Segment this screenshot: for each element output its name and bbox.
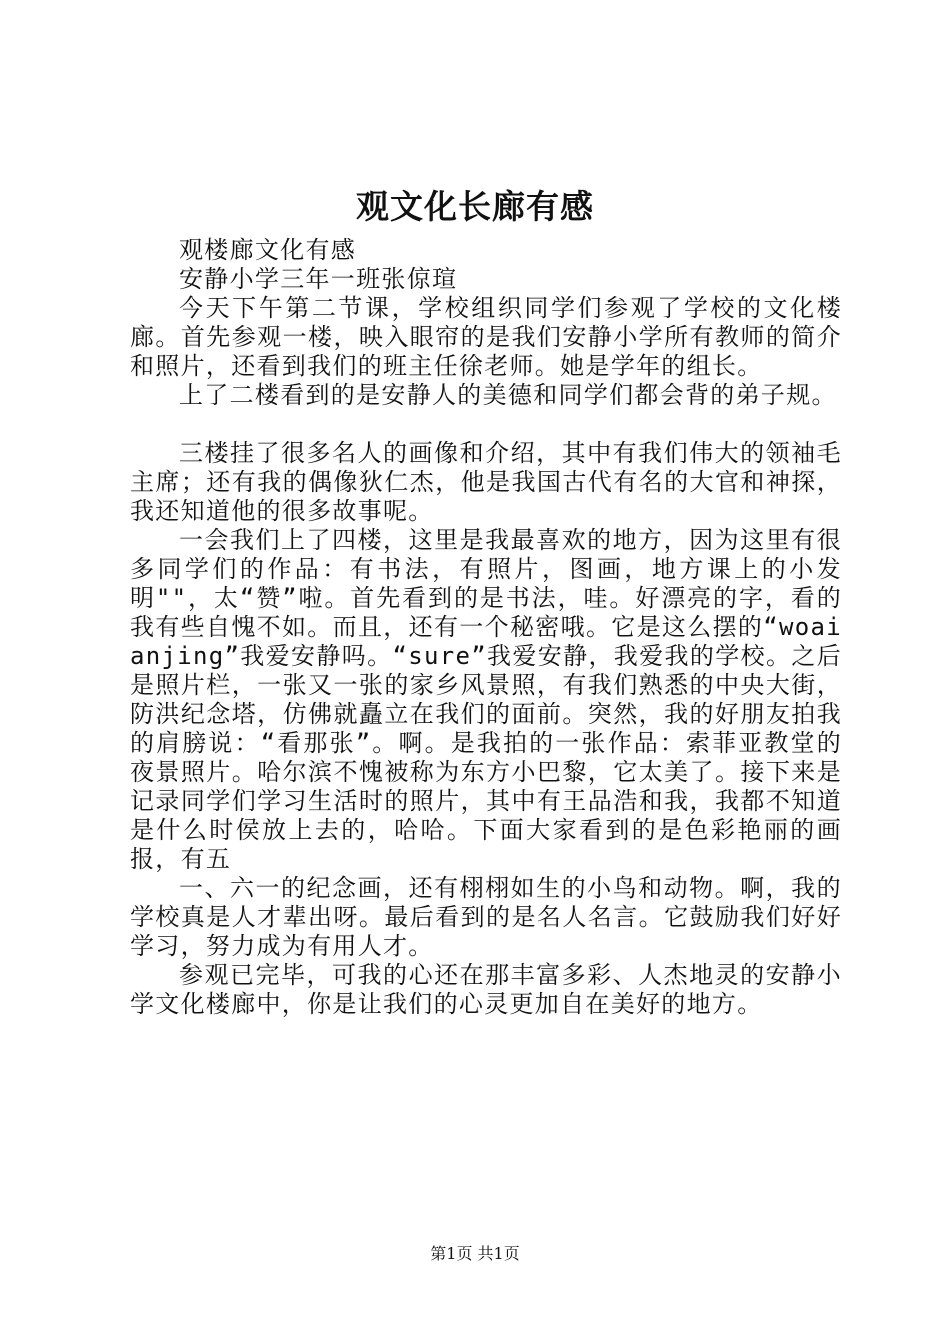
body-paragraph: 一、六一的纪念画，还有栩栩如生的小鸟和动物。啊，我的学校真是人才辈出呀。最后看到的是名人名言。它鼓励我们好好学习，努力成为有用人才。 bbox=[130, 874, 842, 960]
body-paragraph: 今天下午第二节课，学校组织同学们参观了学校的文化楼廊。首先参观一楼，映入眼帘的是我们安静小学所有教师的简介和照片，还看到我们的班主任徐老师。她是学年的组长。 bbox=[130, 294, 842, 380]
author-paragraph: 安静小学三年一班张倞瑄 bbox=[179, 265, 458, 293]
body-paragraph: 一会我们上了四楼，这里是我最喜欢的地方，因为这里有很多同学们的作品：有书法，有照片，图画，地方课上的小发明""，太“赞”啦。首先看到的是书法，哇。好漂亮的字，看的我有些自愧不如。而且，还有一个秘密哦。它是这么摆的“woaianjing”我爱安静吗。“sure”我爱安静，我爱我的学校。之后是照片栏，一张又一张的家乡风景照，有我们熟悉的中央大街，防洪纪念塔，仿佛就矗立在我们的面前。突然，我的好朋友拍我的肩膀说：“看那张”。啊。是我拍的一张作品：索菲亚教堂的夜景照片。哈尔滨不愧被称为东方小巴黎，它太美了。接下来是记录同学们学习生活时的照片，其中有王品浩和我，我都不知道是什么时侯放上去的，哈哈。下面大家看到的是色彩艳丽的画报，有五 bbox=[130, 526, 842, 873]
body-paragraph: 上了二楼看到的是安静人的美德和同学们都会背的弟子规。 bbox=[179, 381, 837, 409]
document-title: 观文化长廊有感 bbox=[356, 187, 594, 226]
body-paragraph: 三楼挂了很多名人的画像和介绍，其中有我们伟大的领袖毛主席；还有我的偶像狄仁杰，他是我国古代有名的大官和神探，我还知道他的很多故事呢。 bbox=[130, 439, 842, 525]
page-footer: 第1页 共1页 bbox=[430, 1244, 520, 1263]
body-paragraph: 参观已完毕，可我的心还在那丰富多彩、人杰地灵的安静小学文化楼廊中，你是让我们的心灵更加自在美好的地方。 bbox=[130, 961, 842, 1018]
document-body bbox=[130, 236, 842, 1019]
subtitle-paragraph: 观楼廊文化有感 bbox=[179, 236, 357, 264]
